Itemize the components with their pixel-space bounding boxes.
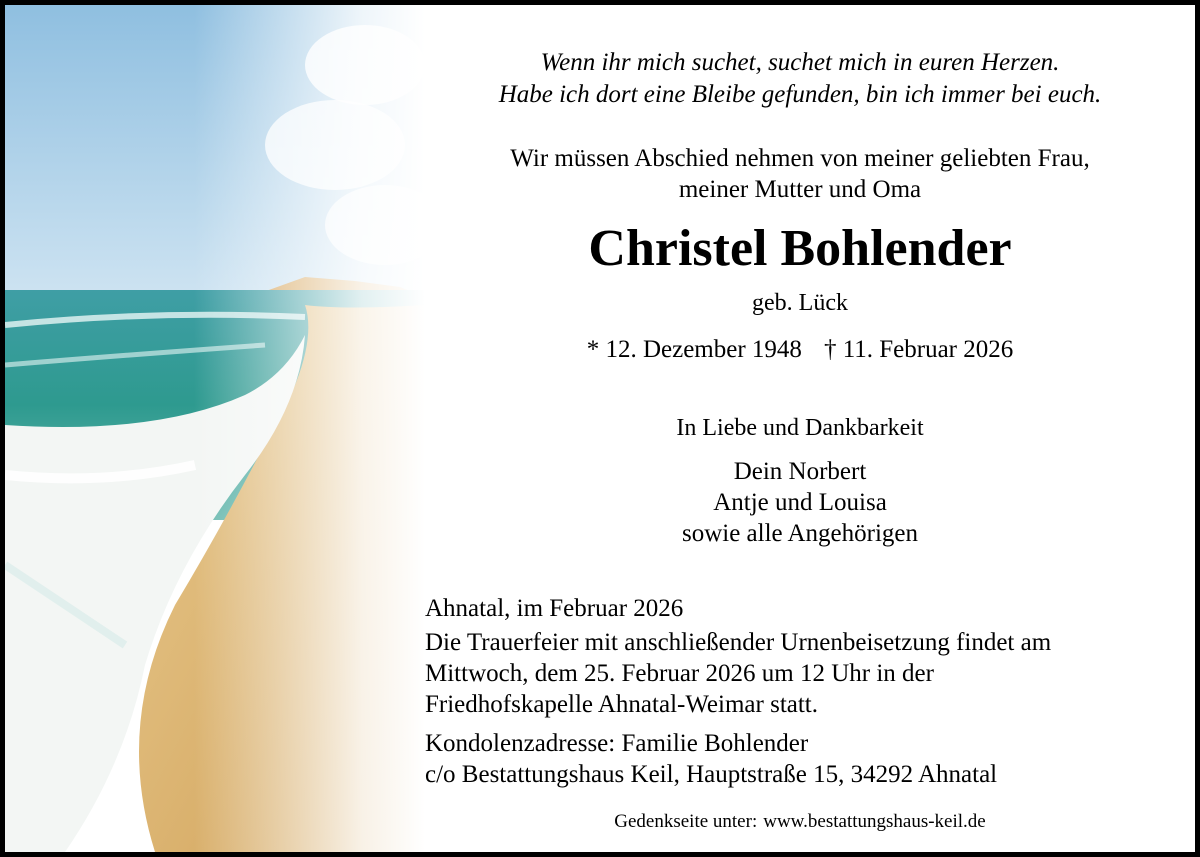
mourners-list	[405, 456, 1195, 549]
ceremony-line: Mittwoch, dem 25. Februar 2026 um 12 Uhr in der	[425, 660, 934, 687]
memorial-page	[405, 810, 1195, 834]
memorial-label: Gedenkseite unter:	[614, 811, 758, 832]
closing-phrase: In Liebe und Dankbarkeit	[676, 415, 924, 441]
quote-line: Wenn ihr mich suchet, suchet mich in euren Herzen.	[540, 49, 1060, 76]
birth-name: geb. Lück	[752, 290, 848, 316]
birth-date: * 12. Dezember 1948	[586, 336, 802, 363]
mourner: sowie alle Angehörigen	[681, 520, 919, 547]
quote-line: Habe ich dort eine Bleibe gefunden, bin ich immer bei euch.	[498, 81, 1102, 108]
text-area	[405, 5, 1195, 852]
condolence-address	[425, 728, 1195, 790]
death-date: † 11. Februar 2026	[823, 336, 1014, 363]
intro-line: meiner Mutter und Oma	[678, 176, 922, 203]
life-dates	[405, 335, 1195, 365]
mourner: Dein Norbert	[733, 458, 867, 485]
place-date: Ahnatal, im Februar 2026	[425, 595, 684, 622]
intro-line: Wir müssen Abschied nehmen von meiner geliebten Frau,	[510, 145, 1090, 172]
ceremony-line: Friedhofskapelle Ahnatal-Weimar statt.	[425, 691, 819, 718]
beach-image	[5, 5, 425, 852]
ceremony-line: Die Trauerfeier mit anschließender Urnenbeisetzung findet am	[425, 629, 1052, 656]
condolence-line: c/o Bestattungshaus Keil, Hauptstraße 15, 34292 Ahnatal	[425, 761, 998, 788]
deceased-name: Christel Bohlender	[588, 220, 1012, 277]
memorial-url[interactable]: www.bestattungshaus-keil.de	[763, 811, 986, 832]
farewell-intro	[405, 143, 1195, 205]
condolence-line: Kondolenzadresse: Familie Bohlender	[425, 730, 809, 757]
mourner: Antje und Louisa	[713, 489, 887, 516]
quote	[405, 47, 1195, 111]
ceremony-info	[425, 627, 1195, 720]
